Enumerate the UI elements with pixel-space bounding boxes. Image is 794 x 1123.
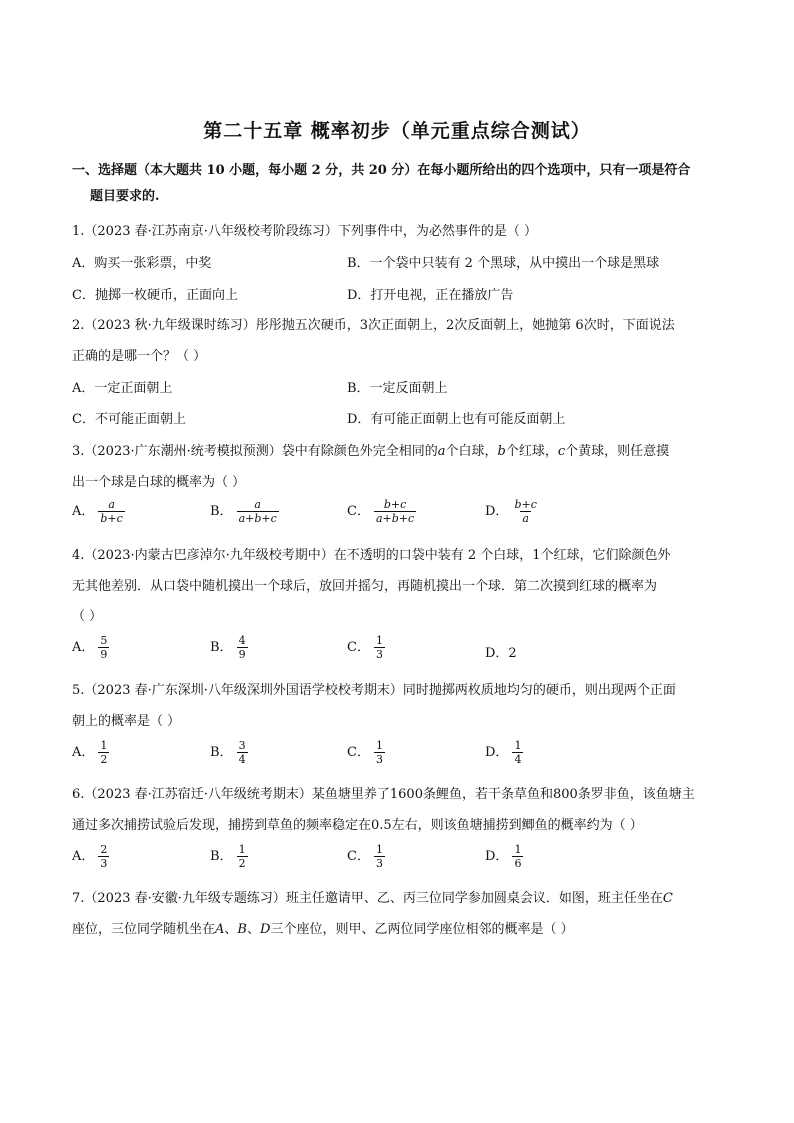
option-letter: D． [485,745,509,760]
denominator: 2 [238,857,246,870]
option-letter: A． [72,849,95,864]
q3-variable-a: a [437,444,446,459]
option-letter: C． [347,504,370,519]
option-letter: B． [210,640,233,655]
fraction [374,843,385,870]
denominator: b+c [100,512,123,525]
numerator: 1 [238,843,246,856]
fraction [237,739,248,766]
fraction [237,634,248,661]
option-letter: B． [210,504,233,519]
separator: 、 [246,922,260,937]
separator: 、 [224,922,238,937]
q3-stem-line-1 [72,440,732,459]
q3-option-d [485,498,539,525]
numerator: b+c [514,498,537,511]
numerator: a [108,498,115,511]
q5-stem-line-2: 朝上的概率是（ ） [72,714,181,729]
fraction [98,739,109,766]
q7-stem-text: 7.（2023 春·安徽·九年级专题练习）班主任邀请甲、乙、丙三位同学参加圆桌会议．如图，班主任坐在 [72,891,663,906]
option-letter: A． [72,640,95,655]
q3-option-b [210,498,279,525]
denominator: 4 [238,753,246,766]
q7-variable-c: C [662,891,673,906]
option-letter: A． [72,504,95,519]
q3-stem-text: 个红球， [505,444,558,459]
denominator: 9 [100,648,108,661]
q7-variable-b: B [237,922,247,937]
q2-option-a: A．一定正面朝上 [72,381,173,396]
q4-option-c [347,634,385,661]
q6-stem-line-1: 6.（2023 春·江苏宿迁·八年级统考期末）某鱼塘里养了1600条鲤鱼，若干条草鱼和800条罗非鱼，该鱼塘主 [72,787,695,802]
fraction [374,634,385,661]
q7-variable-a: A [215,922,225,937]
q7-stem-line-2 [72,918,732,937]
option-letter: D． [485,504,509,519]
q3-option-a [72,498,125,525]
fraction [98,843,109,870]
fraction [374,498,416,525]
fraction [237,843,248,870]
q4-option-a [72,634,109,661]
fraction [512,739,523,766]
denominator: 3 [100,857,108,870]
numerator: a [254,498,261,511]
fraction [98,498,124,525]
q1-option-b: B．一个袋中只装有 2 个黑球，从中摸出一个球是黑球 [347,256,660,271]
q2-stem-line-2: 正确的是哪一个？（ ） [72,349,207,364]
section-heading-line-2: 题目要求的. [90,189,160,204]
q3-stem-text: 3.（2023·广东潮州·统考模拟预测）袋中有除颜色外完全相同的 [72,444,438,459]
denominator: a [522,512,529,525]
q5-option-d [485,739,523,766]
q2-option-c: C．不可能正面朝上 [72,412,186,427]
q5-stem-line-1: 5.（2023 春·广东深圳·八年级深圳外国语学校校考期末）同时抛掷两枚质地均匀的硬币，则出现两个正面 [72,683,676,698]
q7-stem-text: 座位，三位同学随机坐在 [72,922,216,937]
option-letter: C． [347,640,370,655]
numerator: 1 [375,739,383,752]
denominator: 2 [100,753,108,766]
page-title: 第二十五章 概率初步（单元重点综合测试） [203,120,591,142]
q4-stem-line-2: 无其他差别．从口袋中随机摸出一个球后，放回并摇匀，再随机摸出一个球．第二次摸到红球的概率为 [72,579,658,594]
q5-option-a [72,739,109,766]
q6-option-a [72,843,109,870]
q1-stem: 1.（2023 春·江苏南京·八年级校考阶段练习）下列事件中，为必然事件的是（ ） [72,224,538,239]
numerator: 3 [238,739,246,752]
denominator: 3 [375,648,383,661]
q3-option-c [347,498,416,525]
q5-option-c [347,739,385,766]
denominator: a+b+c [375,512,415,525]
denominator: a+b+c [238,512,277,525]
q7-stem-line-1 [72,887,732,906]
denominator: 3 [375,753,383,766]
option-letter: C． [347,745,370,760]
fraction [512,843,523,870]
numerator: 1 [514,739,522,752]
q4-option-b [210,634,248,661]
q4-stem-line-1: 4.（2023·内蒙古巴彦淖尔·九年级校考期中）在不透明的口袋中装有 2 个白球，1个红球，它们除颜色外 [72,548,671,563]
q2-stem-line-1: 2.（2023 秋·九年级课时练习）彤彤抛五次硬币，3次正面朝上，2次反面朝上，她抛第 6次时，下面说法 [72,318,675,333]
fraction [374,739,385,766]
section-heading [72,158,732,210]
numerator: 1 [514,843,522,856]
q3-stem-line-2: 出一个球是白球的概率为（ ） [72,475,246,490]
numerator: 1 [375,843,383,856]
q3-stem-text: 个黄球，则任意摸 [565,444,670,459]
q3-stem-text: 个白球， [445,444,498,459]
denominator: 9 [238,648,246,661]
numerator: 4 [238,634,246,647]
denominator: 4 [514,753,522,766]
option-letter: C． [347,849,370,864]
q7-variable-d: D [260,922,271,937]
q5-option-b [210,739,248,766]
option-letter: A． [72,745,95,760]
numerator: 1 [100,739,108,752]
option-letter: D． [485,849,509,864]
section-heading-line-1: 一、选择题（本大题共 10 小题，每小题 2 分，共 20 分）在每小题所给出的四个选项中，只有一项是符合 [72,163,691,178]
q7-stem-text: 三个座位，则甲、乙两位同学座位相邻的概率是（ ） [270,922,574,937]
q1-option-c: C．抛掷一枚硬币，正面向上 [72,288,238,303]
q1-option-d: D．打开电视，正在播放广告 [347,288,514,303]
numerator: 1 [375,634,383,647]
q3-variable-b: b [497,444,506,459]
q6-stem-line-2: 通过多次捕捞试验后发现，捕捞到草鱼的频率稳定在0.5左右，则该鱼塘捕捞到鲫鱼的概率约为（ ） [72,818,643,833]
fraction [512,498,538,525]
q2-option-b: B．一定反面朝上 [347,381,448,396]
option-letter: B． [210,849,233,864]
denominator: 3 [375,857,383,870]
q6-option-b [210,843,248,870]
numerator: 5 [100,634,108,647]
numerator: b+c [383,498,407,511]
q4-stem-line-3: （ ） [72,609,103,624]
q2-option-d: D．有可能正面朝上也有可能反面朝上 [347,412,566,427]
q4-option-d: D．2 [485,646,517,661]
numerator: 2 [100,843,108,856]
q6-option-c [347,843,385,870]
fraction [98,634,109,661]
q6-option-d [485,843,523,870]
q3-variable-c: c [557,444,566,459]
q1-option-a: A．购买一张彩票，中奖 [72,256,212,271]
option-letter: B． [210,745,233,760]
denominator: 6 [514,857,522,870]
fraction [237,498,279,525]
